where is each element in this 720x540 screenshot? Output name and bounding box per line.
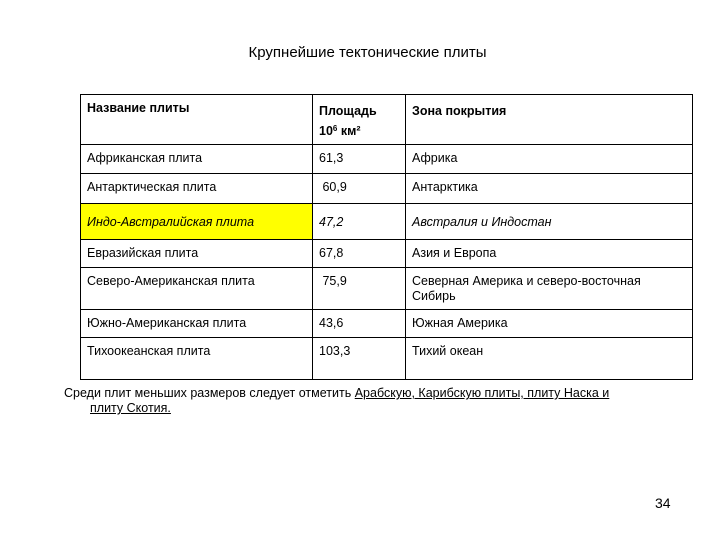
plate-name: Антарктическая плита <box>81 174 313 204</box>
table-row <box>81 240 693 268</box>
footnote-paragraph <box>64 386 704 416</box>
plate-zone: Тихий океан <box>406 338 693 380</box>
page-title: Крупнейшие тектонические плиты <box>248 44 487 61</box>
header-area <box>313 95 406 145</box>
plate-zone: Азия и Европа <box>406 240 693 268</box>
header-area-unit-exp: 6 <box>332 124 338 133</box>
plate-area: 103,3 <box>313 338 406 380</box>
plate-name: Евразийская плита <box>81 240 313 268</box>
plate-area: 75,9 <box>313 268 406 310</box>
table-row <box>81 268 693 310</box>
header-name: Название плиты <box>81 95 313 145</box>
table-row <box>81 338 693 380</box>
plate-name: Северо-Американская плита <box>81 268 313 310</box>
plates-link-continued[interactable]: плиту Скотия. <box>90 401 171 415</box>
plate-zone: Северная Америка и северо-восточная Сибирь <box>406 268 693 310</box>
tectonic-plates-table <box>80 94 693 380</box>
plate-zone: Африка <box>406 145 693 174</box>
plate-name: Африканская плита <box>81 145 313 174</box>
table-row <box>81 310 693 338</box>
plate-name: Южно-Американская плита <box>81 310 313 338</box>
page-number: 34 <box>655 495 671 511</box>
header-area-label: Площадь <box>319 104 377 118</box>
header-area-unit-base: 10 <box>319 124 333 138</box>
plate-name: Индо-Австралийская плита <box>81 204 313 240</box>
plate-zone: Австралия и Индостан <box>406 204 693 240</box>
table-row <box>81 174 693 204</box>
plate-area: 61,3 <box>313 145 406 174</box>
plate-area: 43,6 <box>313 310 406 338</box>
plate-area: 60,9 <box>313 174 406 204</box>
plate-zone: Южная Америка <box>406 310 693 338</box>
plate-area: 47,2 <box>313 204 406 240</box>
plate-zone: Антарктика <box>406 174 693 204</box>
plate-name: Тихоокеанская плита <box>81 338 313 380</box>
footnote-text: Среди плит меньших размеров следует отметить <box>64 386 355 400</box>
table-header-row <box>81 95 693 145</box>
header-zone: Зона покрытия <box>406 95 693 145</box>
plate-area: 67,8 <box>313 240 406 268</box>
plates-link[interactable]: Арабскую, Карибскую плиты, плиту Наска и <box>354 386 610 400</box>
header-area-unit: км² <box>337 124 361 138</box>
table-row <box>81 145 693 174</box>
table-row-highlighted <box>81 204 693 240</box>
